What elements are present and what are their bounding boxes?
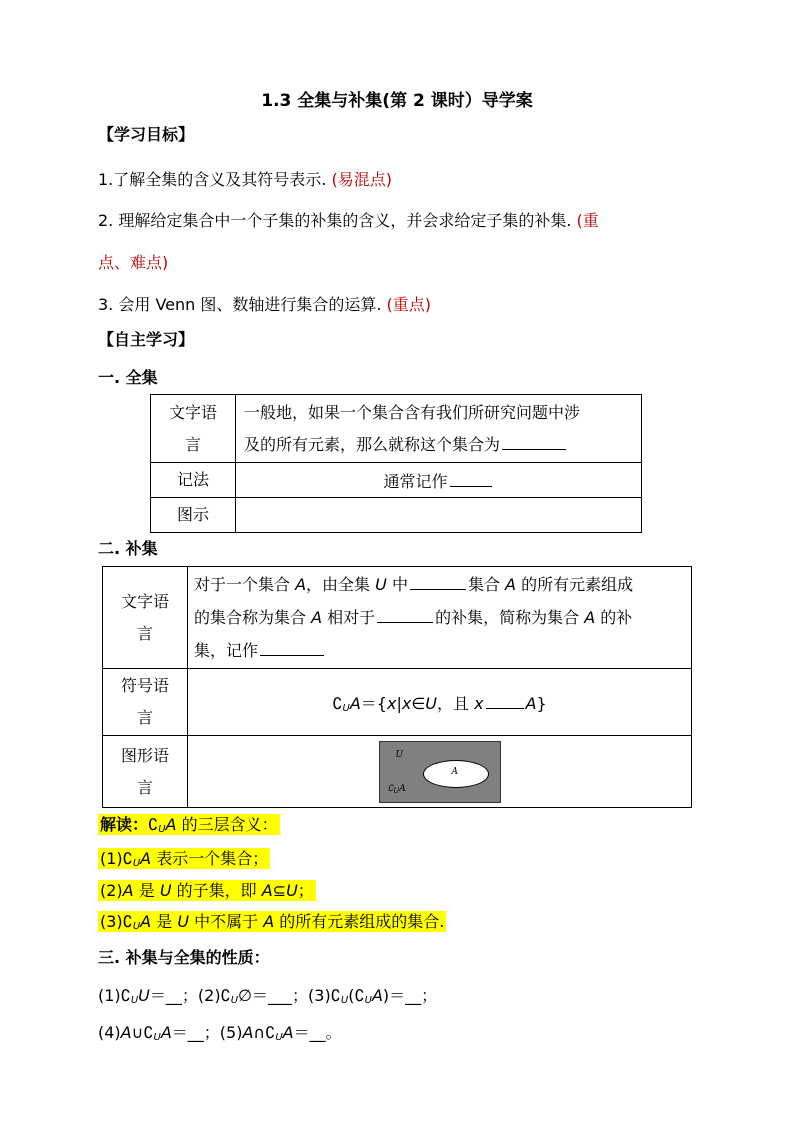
goal-item-3-note: (重点) [386, 295, 432, 314]
s1-row2-content: 通常记作 [236, 463, 642, 498]
properties-line-2: $(4)A\cup∁_UA=\_\_$；$(5)A\cap∁_UA=\_\_$。 [98, 1023, 342, 1043]
s1-row3-content [236, 498, 642, 533]
properties-line-1: $(1)∁_UU=\_\_$；$(2)∁_U\emptyset=\_\_\_$；$(3)∁_U(∁_UA)=\_\_$； [98, 986, 438, 1006]
goal-item-2-text: 2. 理解给定集合中一个子集的补集的含义，并会求给定子集的补集. [98, 211, 572, 230]
section1-heading: 一. 全集 [98, 368, 158, 387]
blank [410, 575, 466, 590]
venn-diagram [379, 741, 501, 803]
section3-heading: 三. 补集与全集的性质： [98, 948, 270, 967]
goal-item-2 [98, 208, 599, 231]
interpretation-line-4: $(3)∁_UA$ 是 U 中不属于 A 的所有元素组成的集合. [100, 912, 445, 932]
goal-item-3-text: 3. 会用 Venn 图、数轴进行集合的运算. [98, 295, 382, 314]
s2-row3-label: 图形语 言 [103, 736, 188, 808]
blank [260, 641, 324, 656]
page-title: 1.3 全集与补集(第 2 课时）导学案 [261, 91, 533, 111]
s1-row2-label: 记法 [151, 463, 236, 498]
self-study-heading: 【自主学习】 [98, 330, 195, 349]
goals-heading: 【学习目标】 [98, 125, 195, 144]
venn-set-a-label: A [451, 766, 458, 777]
goal-item-1 [98, 167, 392, 190]
s1-row1-content: 一般地，如果一个集合含有我们所研究问题中涉 及的所有元素，那么就称这个集合为 [236, 395, 642, 463]
goal-item-1-note: (易混点) [331, 170, 392, 189]
s2-row3-diagram-cell [188, 736, 692, 808]
universal-set-table [150, 394, 642, 533]
s2-row1-content: 对于一个集合 A，由全集 U 中 集合 A 的所有元素组成 的集合称为集合 A 相对于 的补集，简称为集合 A 的补 集，记作 [188, 567, 692, 669]
goal-item-2-note-a: (重 [576, 211, 599, 230]
goal-item-1-text: 1.了解全集的含义及其符号表示. [98, 170, 327, 189]
venn-complement-label: $∁_UA$ [387, 783, 406, 795]
s1-row1-label: 文字语 言 [151, 395, 236, 463]
goal-item-3 [98, 292, 431, 315]
blank [502, 435, 566, 450]
s2-row2-label: 符号语 言 [103, 669, 188, 736]
blank [486, 694, 524, 709]
blank [450, 472, 492, 487]
blank [377, 608, 433, 623]
interpretation-line-1: 解读：$∁_UA$ 的三层含义： [100, 815, 278, 835]
section2-heading: 二. 补集 [98, 539, 158, 558]
interpretation-line-2: $(1)∁_UA$ 表示一个集合； [100, 849, 269, 869]
interpretation-line-3: (2)A 是 U 的子集，即 A⊆U； [100, 881, 314, 900]
s2-row2-formula: $∁_UA=\{x|x\in U$，且 x A} [188, 669, 692, 736]
goal-item-2-note-b: 点、难点) [98, 253, 169, 272]
venn-universal-label: U [395, 749, 404, 760]
s2-row1-label: 文字语 言 [103, 567, 188, 669]
s1-row3-label: 图示 [151, 498, 236, 533]
complement-table [102, 566, 692, 808]
